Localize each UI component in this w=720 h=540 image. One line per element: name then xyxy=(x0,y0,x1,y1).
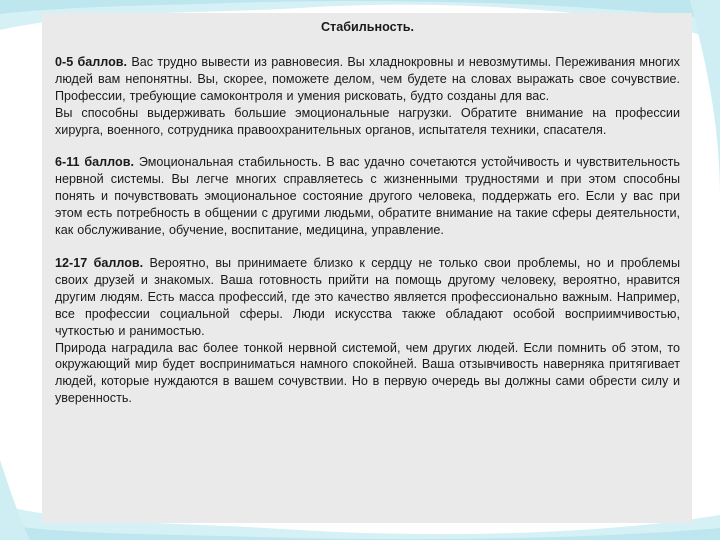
section-paragraph xyxy=(55,255,680,340)
section-paragraph xyxy=(55,154,680,239)
section-paragraph: Вы способны выдерживать большие эмоциональные нагрузки. Обратите внимание на профессии хирурга, военного, сотрудника правоохранительных органов, испытателя техники, спасателя. xyxy=(55,105,680,137)
document-body xyxy=(55,19,680,407)
section-6-11 xyxy=(55,154,680,239)
section-text: Вас трудно вывести из равновесия. Вы хладнокровны и невозмутимы. Переживания многих людей вам непонятны. Вы, скорее, поможете делом, чем будете на словах выражать свое сочувствие. Профессии, требующие самоконтроля и умения рисковать, будто созданы для вас. xyxy=(55,54,680,103)
section-12-17 xyxy=(55,255,680,407)
section-paragraph xyxy=(55,54,680,105)
score-range-label: 6-11 баллов. xyxy=(55,155,134,170)
section-text: Эмоциональная стабильность. В вас удачно сочетаются устойчивость и чувствительность нервной системы. Вы легче многих справляетесь с жизненными трудностями и при этом способны понять и почувствовать эмоциональное состояние другого человека, поддержать его. Если у вас при этом есть потребность в общении с другими людьми, обратите внимание на такие сферы деятельности, как обслуживание, обучение, воспитание, медицина, управление. xyxy=(55,155,680,238)
section-paragraph: Природа наградила вас более тонкой нервной системой, чем других людей. Если помнить об этом, то окружающий мир будет восприниматься намного спокойней. Ваша отзывчивость наверняка притягивает людей, которые нуждаются в вашем сочувствии. Но в первую очередь вы должны сами обрести силу и уверенность. xyxy=(55,340,680,406)
score-range-label: 12-17 баллов. xyxy=(55,255,144,270)
section-0-5 xyxy=(55,54,680,139)
score-range-label: 0-5 баллов. xyxy=(55,54,128,69)
section-text: Вероятно, вы принимаете близко к сердцу не только свои проблемы, но и проблемы своих друзей и знакомых. Ваша готовность прийти на помощь другому человеку, вероятно, нравится другим людям. Есть масса профессий, где это качество является профессионально важным. Например, все профессии социальной сферы. Люди искусства также обладают особой восприимчивостью, чуткостью и ранимостью. xyxy=(55,255,680,338)
page-title: Стабильность. xyxy=(320,20,415,34)
